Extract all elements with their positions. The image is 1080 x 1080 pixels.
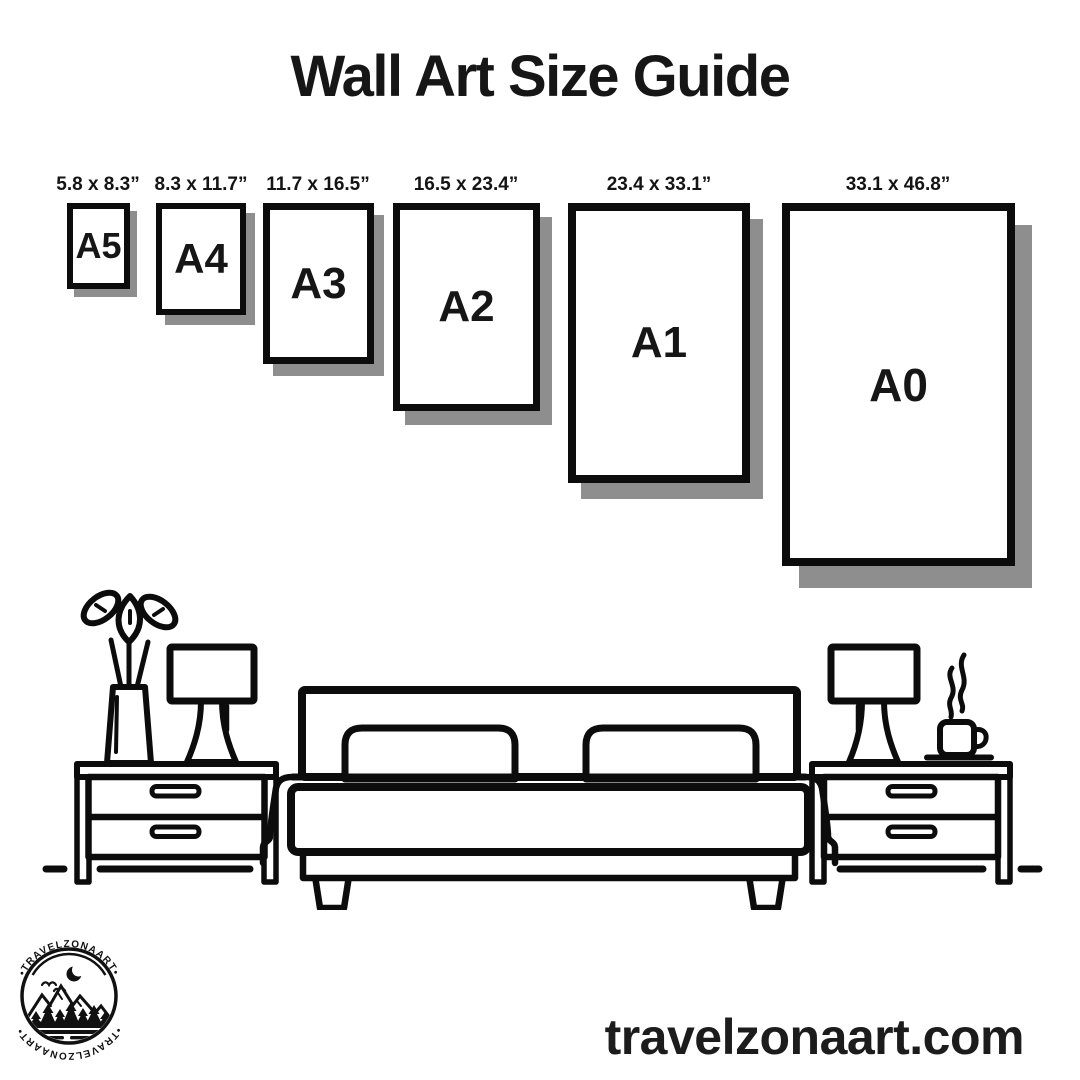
vase-with-plant	[78, 587, 181, 763]
size-code-a5: A5	[75, 225, 122, 266]
dimensions-label-a3: 11.7 x 16.5”	[266, 174, 370, 195]
dimensions-label-a4: 8.3 x 11.7”	[154, 174, 248, 195]
drawer-handle	[888, 827, 935, 837]
size-frame-a5	[67, 203, 130, 289]
page-title: Wall Art Size Guide	[290, 44, 790, 109]
pillow-left	[345, 728, 515, 779]
steam	[950, 655, 965, 717]
size-frame-a1	[568, 203, 750, 483]
size-code-a4: A4	[174, 235, 228, 282]
logo-arc-text-bottom: •TRAVELZONAART•	[14, 1025, 124, 1062]
nightstand-right	[812, 764, 1010, 882]
bed	[263, 690, 835, 908]
dimensions-label-a0: 33.1 x 46.8”	[845, 174, 951, 195]
drawer-handle	[888, 787, 935, 797]
size-code-a0: A0	[869, 358, 928, 411]
brand-logo	[0, 925, 140, 1071]
size-frame-a4	[156, 203, 246, 315]
table-lamp-left	[170, 647, 254, 762]
dimensions-label-a5: 5.8 x 8.3”	[56, 174, 140, 195]
size-code-a1: A1	[630, 318, 688, 367]
bedroom-illustration	[0, 580, 1080, 910]
website-url: travelzonaart.com	[604, 1009, 1024, 1065]
pillow-right	[586, 728, 756, 779]
dimensions-label-a2: 16.5 x 23.4”	[413, 174, 519, 195]
table-lamp-right	[831, 647, 917, 762]
dimensions-label-a1: 23.4 x 33.1”	[606, 174, 712, 195]
size-frame-a2	[393, 203, 540, 411]
coffee-cup	[927, 655, 991, 758]
drawer-handle	[152, 787, 199, 797]
size-frame-a0	[782, 203, 1015, 566]
size-code-a2: A2	[438, 282, 495, 331]
size-code-a3: A3	[290, 258, 347, 308]
logo-arc-text-top: •TRAVELZONAART•	[16, 938, 122, 978]
drawer-handle	[152, 827, 199, 837]
nightstand-left	[77, 764, 276, 882]
mattress	[291, 787, 808, 852]
size-frame-a3	[263, 203, 374, 364]
